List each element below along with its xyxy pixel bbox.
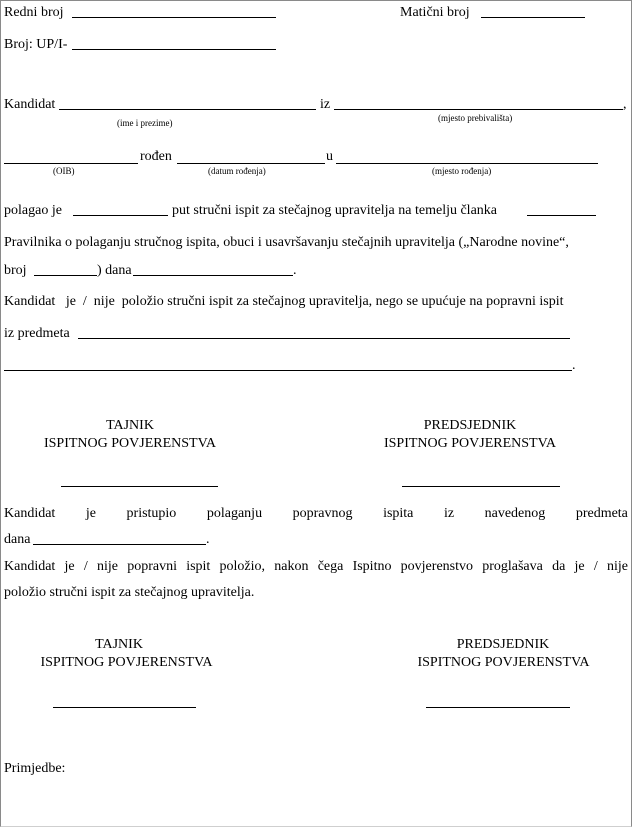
word: je	[85, 506, 96, 521]
word: iz	[443, 506, 455, 521]
word: nakon	[274, 559, 309, 574]
word: /	[593, 559, 598, 574]
word: polaganju	[206, 506, 263, 521]
predsjednik-signature-1[interactable]	[402, 486, 560, 487]
ime-prezime-field[interactable]	[59, 109, 316, 110]
exam-line1-text: put stručni ispit za stečajnog upravitelja na temelju članka	[172, 203, 498, 218]
oib-field[interactable]	[4, 163, 138, 164]
tajnik-title-1: TAJNIK	[106, 418, 154, 433]
period: .	[206, 532, 210, 547]
word: pristupio	[126, 506, 177, 521]
tajnik-title-2: TAJNIK	[95, 637, 143, 652]
retake-line1	[4, 506, 628, 522]
word: nije	[96, 559, 118, 574]
datum-popravnog-field[interactable]	[33, 544, 206, 545]
dana-label: ) dana	[97, 263, 132, 278]
prebivaliste-caption: (mjesto prebivališta)	[438, 113, 513, 123]
primjedbe-area[interactable]	[4, 780, 626, 820]
tajnik-signature-2[interactable]	[53, 707, 196, 708]
word: čega	[317, 559, 344, 574]
final-line: položio stručni ispit za stečajnog upravitelja.	[4, 585, 255, 600]
mjesto-rodenja-field[interactable]	[336, 163, 598, 164]
polagao-label: polagao je	[4, 203, 62, 218]
predsjednik-subtitle-1: ISPITNOG POVJERENSTVA	[383, 436, 557, 451]
word: Kandidat	[4, 559, 56, 574]
primjedbe-label: Primjedbe:	[4, 761, 66, 776]
predmet-field[interactable]	[78, 338, 570, 339]
retake-line2	[4, 559, 628, 575]
word: je	[574, 559, 585, 574]
word: proglašava	[482, 559, 543, 574]
oib-caption: (OIB)	[53, 166, 75, 176]
word: ispit	[186, 559, 211, 574]
word: predmeta	[575, 506, 628, 521]
word: je	[64, 559, 75, 574]
roden-label: rođen	[140, 149, 172, 164]
clanak-field[interactable]	[527, 215, 596, 216]
dana-label-2: dana	[4, 532, 31, 547]
redni-broj-field[interactable]	[72, 17, 276, 18]
broj-label: Broj: UP/I-	[4, 37, 68, 52]
pravilnik-text: Pravilnika o polaganju stručnog ispita, obuci i usavršavanju stečajnih upravitelja („Narodne novine“,	[4, 235, 569, 250]
word: nije	[606, 559, 628, 574]
word: Kandidat	[4, 506, 56, 521]
datum-ispita-field[interactable]	[133, 275, 293, 276]
predsjednik-title-2: PREDSJEDNIK	[456, 637, 550, 652]
predsjednik-signature-2[interactable]	[426, 707, 570, 708]
word: popravni	[127, 559, 177, 574]
tajnik-subtitle-2: ISPITNOG POVJERENSTVA	[40, 655, 213, 670]
predsjednik-title-1: PREDSJEDNIK	[423, 418, 517, 433]
word: položio,	[219, 559, 266, 574]
word: popravnog	[292, 506, 353, 521]
word: Ispitno	[352, 559, 392, 574]
word: /	[83, 559, 88, 574]
broj-nn-label: broj	[4, 263, 27, 278]
tajnik-subtitle-1: ISPITNOG POVJERENSTVA	[43, 436, 217, 451]
tajnik-signature-1[interactable]	[61, 486, 218, 487]
period: .	[572, 358, 576, 373]
maticni-broj-label: Matični broj	[400, 5, 470, 20]
result-line: Kandidat je / nije položio stručni ispit za stečajnog upravitelja, nego se upućuje na popravni ispit	[4, 294, 564, 309]
word: navedenog	[484, 506, 546, 521]
comma: ,	[623, 97, 627, 112]
mjesto-prebivalista-field[interactable]	[334, 109, 623, 110]
ime-caption: (ime i prezime)	[117, 118, 173, 128]
broj-nn-field[interactable]	[34, 275, 97, 276]
word: povjerenstvo	[400, 559, 473, 574]
iz-label: iz	[320, 97, 331, 112]
broj-puta-field[interactable]	[73, 215, 168, 216]
redni-broj-label: Redni broj	[4, 5, 64, 20]
predmet-label: iz predmeta	[4, 326, 70, 341]
predmet-field-line2[interactable]	[4, 370, 572, 371]
datum-rodenja-field[interactable]	[177, 163, 325, 164]
word: da	[552, 559, 566, 574]
datum-caption: (datum rođenja)	[208, 166, 266, 176]
broj-field[interactable]	[72, 49, 276, 50]
kandidat-label: Kandidat	[4, 97, 56, 112]
u-label: u	[326, 149, 333, 164]
maticni-broj-field[interactable]	[481, 17, 585, 18]
word: ispita	[383, 506, 414, 521]
mjesto-rodenja-caption: (mjesto rođenja)	[432, 166, 492, 176]
predsjednik-subtitle-2: ISPITNOG POVJERENSTVA	[417, 655, 590, 670]
period: .	[293, 263, 297, 278]
